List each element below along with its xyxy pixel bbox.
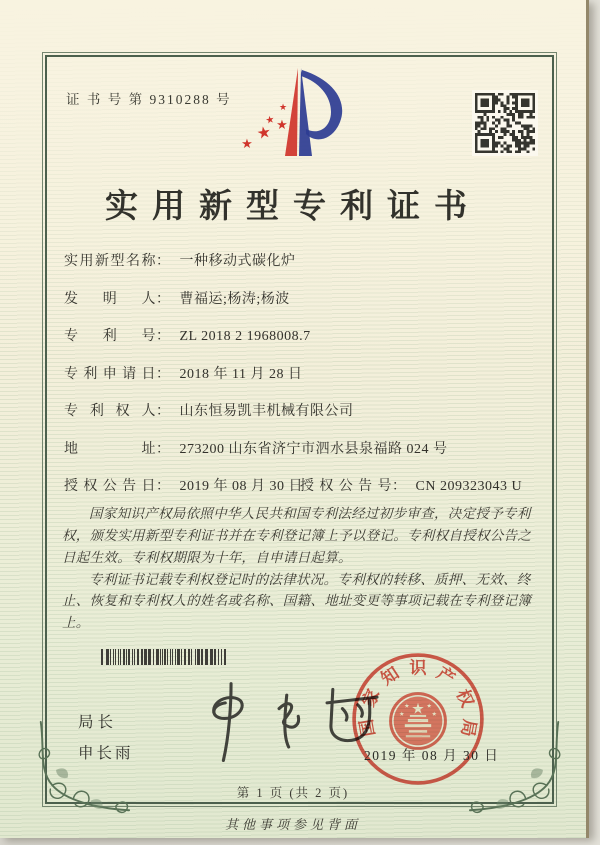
director-title: 局长 bbox=[78, 714, 118, 731]
qr-code bbox=[472, 90, 538, 156]
seal-char: 局 bbox=[457, 717, 480, 739]
field-inventors bbox=[64, 288, 546, 310]
field-label: 实用新型名称 bbox=[64, 254, 156, 269]
field-label: 专利号 bbox=[64, 329, 156, 344]
colon: ： bbox=[156, 479, 171, 494]
colon: ： bbox=[156, 442, 171, 457]
legal-text bbox=[62, 503, 540, 634]
director-name: 申长雨 bbox=[78, 745, 134, 762]
field-label: 授权公告日 bbox=[64, 479, 156, 494]
footer-note: 其他事项参见背面 bbox=[224, 817, 361, 832]
colon: ： bbox=[392, 479, 407, 494]
field-grant-date bbox=[64, 479, 303, 494]
field-value: 2018 年 11 月 28 日 bbox=[179, 367, 303, 382]
field-label: 发明人 bbox=[64, 292, 156, 307]
field-value: ZL 2018 2 1968008.7 bbox=[179, 329, 311, 344]
field-patent-number bbox=[64, 325, 546, 347]
star-icon: ★ bbox=[264, 114, 276, 127]
field-value: 一种移动式碳化炉 bbox=[179, 254, 296, 269]
seal-char: 国 bbox=[356, 717, 379, 739]
field-value: 273200 山东省济宁市泗水县泉福路 024 号 bbox=[179, 442, 448, 457]
field-grant-row bbox=[64, 475, 546, 497]
seal-char: 家 bbox=[359, 686, 384, 710]
field-value: 曹福运;杨涛;杨波 bbox=[179, 292, 290, 307]
star-icon: ★ bbox=[278, 103, 288, 113]
cnipa-official-seal bbox=[347, 648, 489, 790]
field-filing-date bbox=[64, 363, 546, 385]
cnipa-patent-logo-icon bbox=[228, 64, 374, 168]
star-icon: ★ bbox=[255, 121, 273, 144]
legal-paragraph: 国家知识产权局依照中华人民共和国专利法经过初步审查，决定授予专利权，颁发实用新型专利证书并在专利登记簿上予以登记。专利权自授权公告之日起生效。专利权期限为十年，自申请日起算。 bbox=[62, 506, 532, 565]
star-icon: ★ bbox=[241, 137, 253, 152]
page-number: 第 1 页 (共 2 页) bbox=[236, 786, 350, 800]
seal-char: 产 bbox=[433, 663, 459, 689]
colon: ： bbox=[156, 292, 171, 307]
field-grant-number bbox=[300, 475, 522, 495]
colon: ： bbox=[156, 367, 171, 382]
field-address bbox=[64, 438, 546, 460]
national-emblem-icon bbox=[391, 694, 446, 749]
legal-paragraph: 专利证书记载专利权登记时的法律状况。专利权的转移、质押、无效、终止、恢复和专利权人的姓名或名称、国籍、地址变更等事项记载在专利登记簿上。 bbox=[62, 571, 532, 631]
field-label: 专利权人 bbox=[64, 404, 156, 419]
field-value: CN 209323043 U bbox=[415, 479, 523, 494]
certificate-title: 实用新型专利证书 bbox=[105, 189, 481, 225]
field-utility-model-name bbox=[64, 250, 546, 272]
star-icon: ★ bbox=[276, 118, 288, 133]
field-label: 地址 bbox=[64, 442, 156, 457]
colon: ： bbox=[156, 254, 171, 269]
seal-char: 识 bbox=[409, 658, 427, 678]
certificate-number: 证 书 号 第 9310288 号 bbox=[66, 92, 232, 107]
field-label: 专利申请日 bbox=[64, 367, 156, 382]
grant-date-stamp: 2019 年 08 月 30 日 bbox=[364, 748, 500, 763]
barcode bbox=[101, 649, 226, 665]
seal-char: 权 bbox=[452, 686, 477, 710]
corner-flourish-icon bbox=[35, 720, 131, 816]
seal-char: 知 bbox=[377, 663, 403, 689]
field-value: 山东恒易凯丰机械有限公司 bbox=[179, 404, 354, 419]
field-value: 2019 年 08 月 30 日 bbox=[179, 479, 303, 494]
colon: ： bbox=[156, 329, 171, 344]
field-label: 授权公告号 bbox=[300, 479, 392, 494]
field-patentee bbox=[64, 400, 546, 422]
colon: ： bbox=[156, 404, 171, 419]
